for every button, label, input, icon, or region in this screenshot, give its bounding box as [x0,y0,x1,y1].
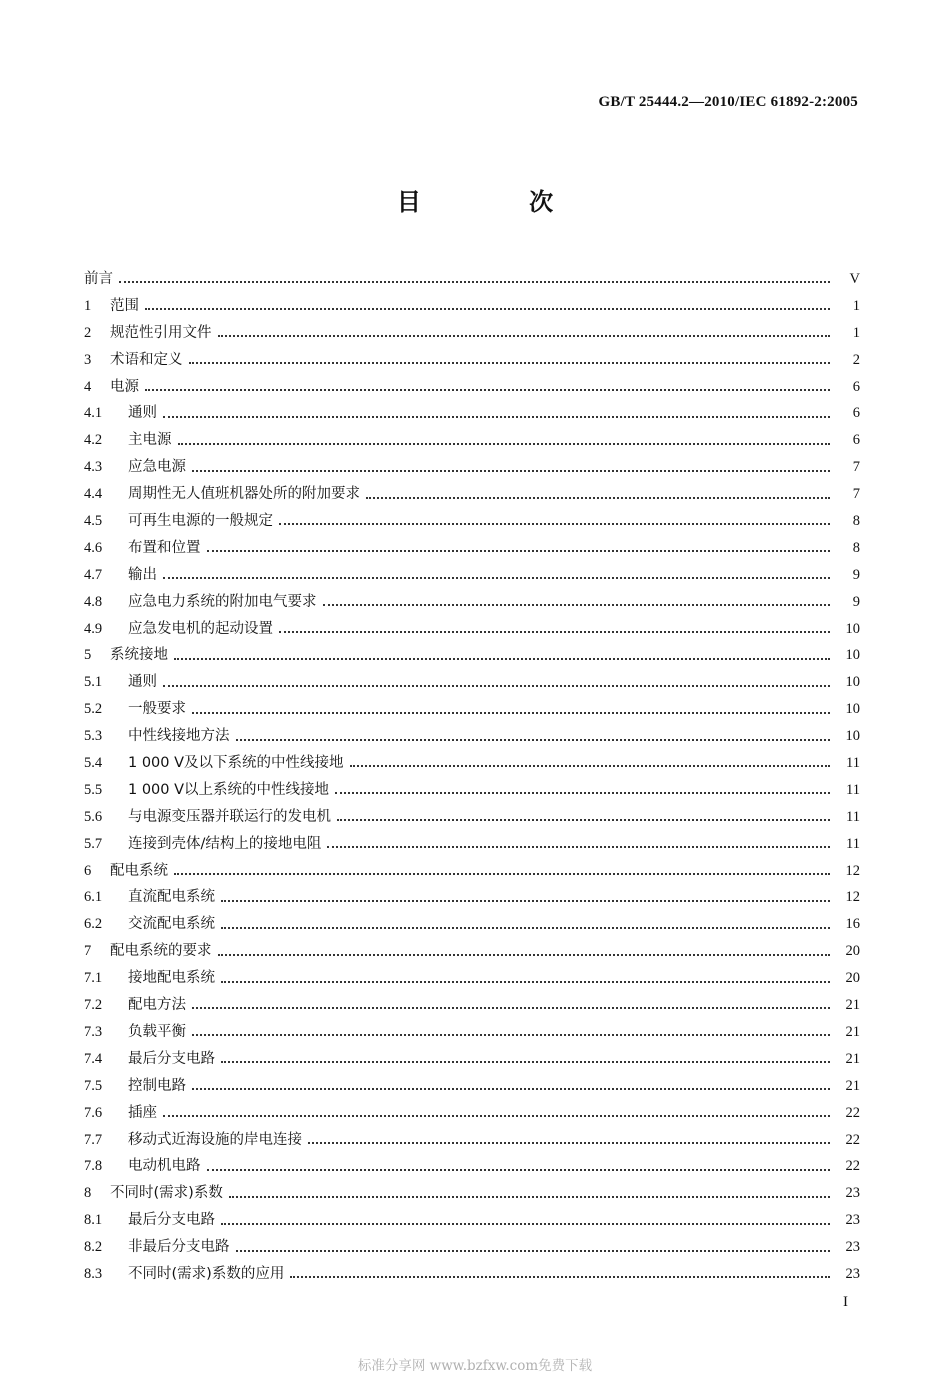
toc-entry-title: 插座 [128,1104,157,1121]
toc-entry-title: 系统接地 [110,647,168,664]
toc-entry[interactable] [84,723,860,750]
toc-entry-number: 8.2 [84,1239,103,1256]
toc-entry-title: 可再生电源的一般规定 [128,513,273,530]
toc-entry-number: 5.4 [84,755,103,772]
toc-leader-dots [327,846,830,848]
toc-entry-title: 负载平衡 [128,1023,186,1040]
toc-leader-dots [221,1223,830,1225]
toc-entry-title: 最后分支电路 [128,1050,215,1067]
toc-entry-page: 10 [845,728,860,745]
toc-entry-number: 3 [84,351,92,368]
toc-leader-dots [163,577,830,579]
toc-entry-number: 6 [84,862,92,879]
toc-entry[interactable] [84,400,860,427]
toc-entry[interactable] [84,750,860,777]
toc-leader-dots [221,900,830,902]
toc-entry-number: 4.3 [84,459,103,476]
toc-entry-page: 11 [846,808,860,825]
toc-entry-title: 电源 [110,378,139,395]
toc-entry-number: 5.7 [84,835,103,852]
toc-entry-page: 21 [845,1077,860,1094]
toc-entry-number: 4.5 [84,513,103,530]
toc-entry-title: 布置和位置 [128,539,201,556]
toc-entry-page: 10 [845,674,860,691]
toc-entry[interactable] [84,1019,860,1046]
toc-entry-page: 9 [852,566,860,583]
toc-entry[interactable] [84,508,860,535]
toc-entry-number: 7.8 [84,1158,103,1175]
toc-leader-dots [337,819,830,821]
toc-entry[interactable] [84,454,860,481]
toc-entry-number: 8 [84,1185,92,1202]
toc-entry-page: 21 [845,1050,860,1067]
toc-entry-number: 7.7 [84,1131,103,1148]
toc-entry-title: 主电源 [128,432,172,449]
toc-entry-number: 7.6 [84,1104,103,1121]
toc-entry-page: 1 [852,324,860,341]
toc-entry-title: 接地配电系统 [128,970,215,987]
toc-entry-number: 8.3 [84,1265,103,1282]
toc-entry-page: 11 [846,755,860,772]
toc-entry-title: 配电方法 [128,997,186,1014]
toc-entry-page: 22 [845,1158,860,1175]
toc-entry-title: 非最后分支电路 [128,1239,230,1256]
toc-leader-dots [163,416,830,418]
toc-entry-page: 11 [846,835,860,852]
toc-entry[interactable] [84,347,860,374]
toc-entry[interactable] [84,804,860,831]
toc-entry-number: 5 [84,647,92,664]
toc-leader-dots [145,389,830,391]
toc-leader-dots [218,335,831,337]
toc-entry[interactable] [84,938,860,965]
toc-entry-number: 5.6 [84,808,103,825]
watermark: 标准分享网 www.bzfxw.com免费下载 [357,1358,593,1374]
toc-entry-page: 21 [845,997,860,1014]
toc-leader-dots [279,523,830,525]
toc-leader-dots [279,631,830,633]
table-of-contents [84,266,860,1288]
toc-leader-dots [221,927,830,929]
toc-leader-dots [163,1115,830,1117]
toc-entry-page: 6 [852,378,860,395]
toc-entry[interactable] [84,992,860,1019]
toc-entry-page: 12 [845,862,860,879]
toc-entry-number: 4.9 [84,620,103,637]
toc-entry[interactable] [84,1127,860,1154]
toc-entry-page: 6 [852,432,860,449]
toc-entry-title: 移动式近海设施的岸电连接 [128,1131,302,1148]
toc-entry-title: 电动机电路 [128,1158,201,1175]
toc-entry[interactable] [84,965,860,992]
toc-entry-page: 1 [852,297,860,314]
toc-entry[interactable] [84,642,860,669]
toc-entry-title: 周期性无人值班机器处所的附加要求 [128,486,360,503]
toc-entry[interactable] [84,589,860,616]
toc-entry-number: 4 [84,378,92,395]
toc-entry[interactable] [84,1100,860,1127]
toc-entry[interactable] [84,1180,860,1207]
page-number: I [843,1294,848,1310]
toc-entry-number: 4.6 [84,539,103,556]
toc-entry-page: 10 [845,620,860,637]
toc-entry-title: 通则 [128,405,157,422]
toc-leader-dots [207,550,831,552]
toc-entry[interactable] [84,427,860,454]
toc-entry-title: 应急发电机的起动设置 [128,620,273,637]
toc-entry-page: V [849,271,860,287]
toc-entry-page: 20 [845,970,860,987]
toc-entry[interactable] [84,374,860,401]
toc-leader-dots [236,739,831,741]
toc-entry-page: 11 [846,781,860,798]
toc-entry[interactable] [84,320,860,347]
toc-leader-dots [335,792,830,794]
toc-entry-title: 不同时(需求)系数 [110,1185,223,1202]
toc-leader-dots [192,1007,830,1009]
toc-entry-number: 7.2 [84,997,103,1014]
toc-entry-page: 23 [845,1265,860,1282]
toc-entry-title: 输出 [128,566,157,583]
toc-entry-number: 2 [84,324,92,341]
toc-entry-title: 连接到壳体/结构上的接地电阻 [128,835,322,852]
toc-entry-title: 前言 [84,271,113,287]
toc-entry[interactable] [84,1261,860,1288]
toc-entry[interactable] [84,858,860,885]
toc-entry[interactable] [84,696,860,723]
toc-entry[interactable] [84,1207,860,1234]
toc-entry-number: 1 [84,297,92,314]
toc-entry-page: 6 [852,405,860,422]
toc-entry[interactable] [84,562,860,589]
toc-entry-title: 术语和定义 [110,351,183,368]
toc-entry-title: 通则 [128,674,157,691]
toc-entry-page: 21 [845,1023,860,1040]
toc-entry[interactable] [84,884,860,911]
toc-entry[interactable] [84,1234,860,1261]
toc-entry-number: 7.1 [84,970,103,987]
toc-entry-number: 4.4 [84,486,103,503]
toc-leader-dots [218,954,831,956]
toc-entry-title: 最后分支电路 [128,1212,215,1229]
toc-entry-title: 一般要求 [128,701,186,718]
toc-entry-title: 与电源变压器并联运行的发电机 [128,808,331,825]
toc-entry-page: 8 [852,513,860,530]
toc-leader-dots [323,604,831,606]
toc-leader-dots [145,308,830,310]
toc-entry-number: 4.8 [84,593,103,610]
toc-leader-dots [174,873,830,875]
toc-entry[interactable] [84,1073,860,1100]
toc-leader-dots [192,1034,830,1036]
toc-entry[interactable] [84,266,860,293]
toc-entry-title: 1 000 V及以下系统的中性线接地 [128,755,344,772]
toc-leader-dots [290,1276,830,1278]
toc-entry-title: 直流配电系统 [128,889,215,906]
toc-entry-number: 4.1 [84,405,103,422]
toc-entry-page: 22 [845,1131,860,1148]
toc-entry[interactable] [84,1046,860,1073]
toc-leader-dots [192,470,830,472]
toc-leader-dots [174,658,830,660]
toc-entry-title: 1 000 V以上系统的中性线接地 [128,781,330,798]
toc-leader-dots [350,765,830,767]
toc-entry[interactable] [84,831,860,858]
toc-entry-page: 2 [852,351,860,368]
standard-code: GB/T 25444.2—2010/IEC 61892-2:2005 [598,94,858,110]
toc-entry-title: 控制电路 [128,1077,186,1094]
toc-entry[interactable] [84,535,860,562]
toc-entry-page: 23 [845,1239,860,1256]
toc-entry-number: 5.1 [84,674,103,691]
toc-entry-page: 10 [845,647,860,664]
toc-leader-dots [366,497,830,499]
toc-entry-number: 5.3 [84,728,103,745]
toc-entry-page: 23 [845,1212,860,1229]
toc-entry-number: 7 [84,943,92,960]
toc-entry-page: 16 [845,916,860,933]
toc-entry-page: 7 [852,486,860,503]
toc-entry-title: 应急电源 [128,459,186,476]
toc-entry[interactable] [84,616,860,643]
toc-entry-title: 范围 [110,297,139,314]
toc-entry[interactable] [84,669,860,696]
toc-entry-title: 配电系统的要求 [110,943,212,960]
toc-entry-title: 交流配电系统 [128,916,215,933]
toc-entry-page: 20 [845,943,860,960]
toc-entry-page: 22 [845,1104,860,1121]
toc-entry-number: 7.5 [84,1077,103,1094]
toc-leader-dots [178,443,831,445]
toc-entry[interactable] [84,481,860,508]
toc-entry[interactable] [84,293,860,320]
toc-entry-number: 7.3 [84,1023,103,1040]
toc-entry-page: 10 [845,701,860,718]
toc-entry[interactable] [84,911,860,938]
toc-entry-page: 8 [852,539,860,556]
toc-entry-page: 7 [852,459,860,476]
toc-leader-dots [192,712,830,714]
toc-leader-dots [221,1061,830,1063]
toc-entry-title: 不同时(需求)系数的应用 [128,1265,285,1282]
toc-entry-page: 23 [845,1185,860,1202]
toc-leader-dots [229,1196,830,1198]
toc-leader-dots [119,281,830,283]
toc-entry-title: 应急电力系统的附加电气要求 [128,593,317,610]
toc-leader-dots [308,1142,830,1144]
toc-entry-page: 9 [852,593,860,610]
toc-entry-number: 7.4 [84,1050,103,1067]
toc-entry-number: 4.7 [84,566,103,583]
toc-entry-number: 5.2 [84,701,103,718]
toc-leader-dots [207,1169,831,1171]
toc-entry-title: 规范性引用文件 [110,324,212,341]
toc-entry-title: 中性线接地方法 [128,728,230,745]
toc-leader-dots [189,362,831,364]
toc-entry-number: 5.5 [84,781,103,798]
toc-entry-number: 8.1 [84,1212,103,1229]
toc-entry[interactable] [84,1153,860,1180]
toc-entry-title: 配电系统 [110,862,168,879]
toc-entry-number: 4.2 [84,432,103,449]
toc-leader-dots [192,1088,830,1090]
toc-entry[interactable] [84,777,860,804]
toc-entry-number: 6.1 [84,889,103,906]
toc-entry-page: 12 [845,889,860,906]
toc-leader-dots [221,981,830,983]
toc-leader-dots [236,1250,831,1252]
page-title: 目 次 [396,188,604,216]
toc-leader-dots [163,685,830,687]
toc-entry-number: 6.2 [84,916,103,933]
